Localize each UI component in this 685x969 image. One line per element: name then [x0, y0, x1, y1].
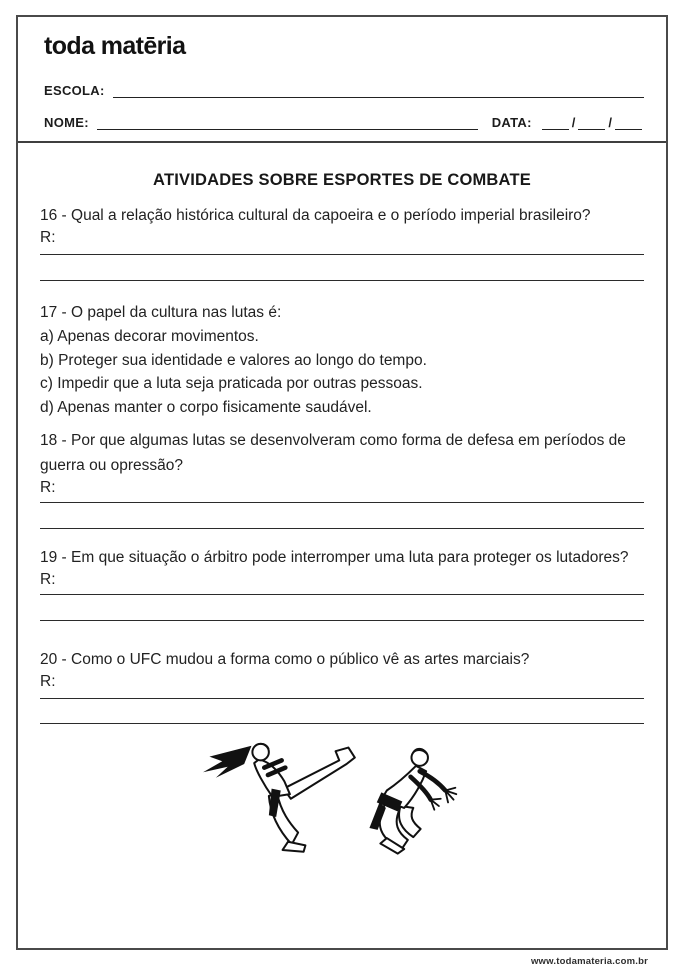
question-16-text: 16 - Qual a relação histórica cultural da capoeira e o período imperial brasileiro? [40, 207, 591, 224]
capoeira-fighters-illustration [182, 732, 502, 860]
question-17-option-a: a) Apenas decorar movimentos. [40, 327, 259, 345]
school-row [44, 78, 644, 98]
school-input-line[interactable] [113, 78, 644, 98]
question-17-text: 17 - O papel da cultura nas lutas é: [40, 304, 282, 321]
answer-line[interactable] [40, 503, 644, 529]
answer-prefix: R: [40, 229, 56, 246]
answer-line[interactable] [40, 595, 644, 621]
content-box [18, 169, 666, 969]
brand-logo: toda matēria [44, 32, 186, 60]
question-17-option-d: d) Apenas manter o corpo fisicamente saudável. [40, 399, 372, 417]
answer-line[interactable] [40, 692, 644, 699]
question-17-block [40, 301, 644, 420]
question-17-option-c: c) Impedir que a luta seja praticada por outras pessoas. [40, 375, 423, 393]
question-19-text: 19 - Em que situação o árbitro pode interromper uma luta para proteger os lutadores? [40, 548, 629, 566]
date-slash: / [571, 115, 576, 130]
answer-prefix: R: [40, 672, 56, 690]
date-label: DATA: [491, 115, 532, 130]
name-input-line[interactable] [97, 110, 478, 130]
footer-url: www.todamateria.com.br [530, 956, 648, 967]
header-box [18, 17, 666, 143]
question-16-block [40, 203, 644, 281]
name-label: NOME: [44, 115, 89, 130]
answer-line[interactable] [40, 255, 644, 281]
date-day-line[interactable] [542, 129, 569, 130]
question-19-block [40, 545, 644, 621]
question-18-text: 18 - Por que algumas lutas se desenvolveram como forma de defesa em períodos de guerra ou opressão? [40, 431, 626, 474]
answer-prefix: R: [40, 478, 56, 496]
answer-line[interactable] [40, 248, 644, 255]
question-20-block [40, 647, 644, 724]
school-label: ESCOLA: [44, 83, 105, 98]
date-month-line[interactable] [578, 129, 605, 130]
date-year-line[interactable] [615, 129, 642, 130]
name-row [44, 110, 644, 130]
illustration-container [40, 732, 644, 865]
answer-prefix: R: [40, 570, 56, 588]
question-18-block [40, 428, 644, 529]
page-frame [16, 15, 668, 967]
question-20-text: 20 - Como o UFC mudou a forma como o público vê as artes marciais? [40, 650, 530, 668]
answer-line[interactable] [40, 699, 644, 724]
date-slash: / [608, 115, 612, 130]
question-17-option-b: b) Proteger sua identidade e valores ao longo do tempo. [40, 351, 427, 369]
date-group [492, 115, 644, 130]
worksheet-title: ATIVIDADES SOBRE ESPORTES DE COMBATE [153, 171, 531, 189]
